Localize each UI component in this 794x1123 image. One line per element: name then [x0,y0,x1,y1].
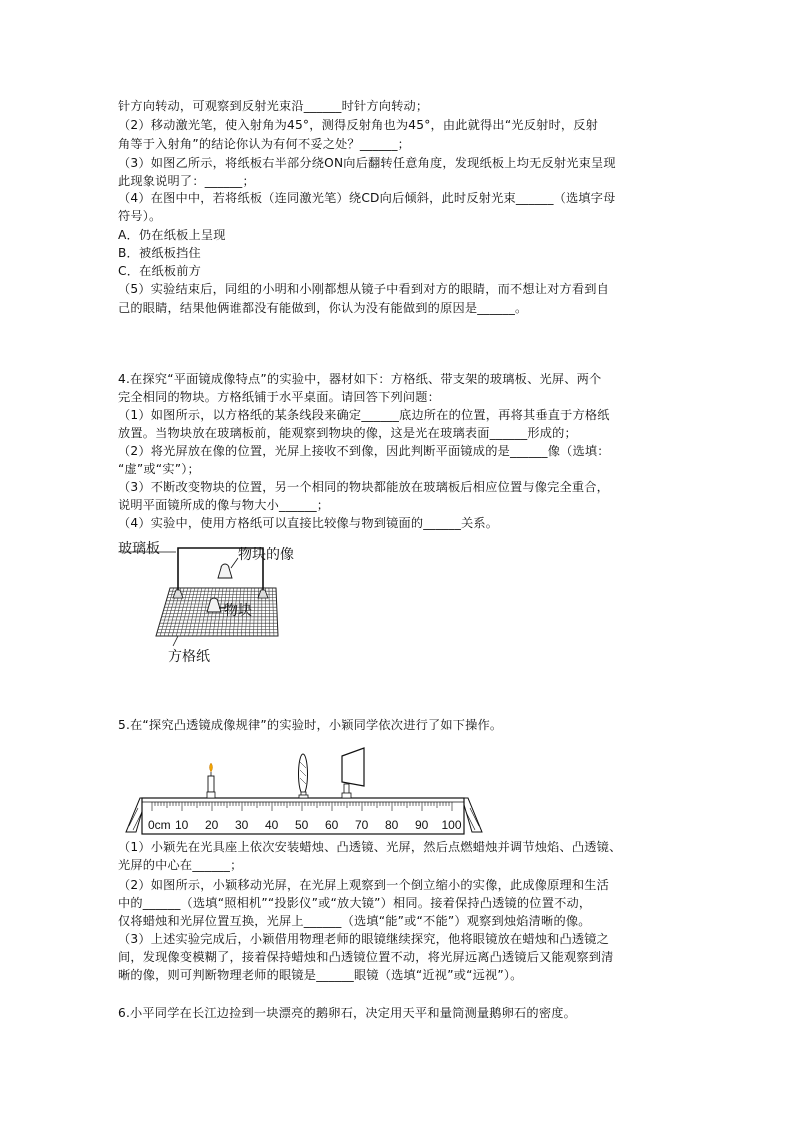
q6-text-line-1: 6.小平同学在长江边捡到一块漂亮的鹅卵石，决定用天平和量筒测量鹅卵石的密度。 [118,1006,576,1020]
q4-text-line-8: 说明平面镜所成的像与物大小______； [118,498,330,512]
q4-text-line-3: （1）如图所示，以方格纸的某条线段来确定______底边所在的位置，再将其垂直于方格纸 [118,408,610,422]
q5-text-line-5: 中的______（选填“照相机”“投影仪”或“放大镜”）相同。接着保持凸透镜的位置不动， [118,896,592,910]
q3-option-b: B．被纸板挡住 [118,246,201,260]
ruler-tick-label: 40 [265,818,279,832]
q4-text-line-4: 放置。当物块放在玻璃板前，能观察到物块的像，这是光在玻璃表面______形成的； [118,426,577,440]
label-glass-plate: 玻璃板 [118,541,160,557]
q4-text-line-9: （4）实验中，使用方格纸可以直接比较像与物到镜面的______关系。 [118,516,499,530]
ruler-tick-label: 90 [415,818,429,832]
q5-text-line-4: （2）如图所示，小颖移动光屏，在光屏上观察到一个倒立缩小的实像，此成像原理和生活 [118,878,610,892]
ruler-tick-label: 20 [205,818,219,832]
q4-text-line-5: （2）将光屏放在像的位置，光屏上接收不到像，因此判断平面镜成的是______像（选填： [118,444,610,458]
label-block: 物块 [224,603,252,619]
q3-text-line-4: （3）如图乙所示，将纸板右半部分绕ON向后翻转任意角度，发现纸板上均无反射光束呈现 [118,156,616,170]
q3-text-line-2: （2）移动激光笔，使入射角为45°，测得反射角也为45°，由此就得出“光反射时，反射 [118,118,599,132]
q5-text-line-3: 光屏的中心在______； [118,858,243,872]
q3-text-line-1: 针方向转动，可观察到反射光束沿______时针方向转动； [118,99,429,113]
ruler-tick-label: 60 [325,818,339,832]
ruler-tick-label: 70 [355,818,369,832]
ruler-tick-label: 10 [175,818,189,832]
q4-text-line-6: “虚”或“实”）； [118,462,200,476]
q5-text-line-6: 仅将蜡烛和光屏位置互换，光屏上______（选填“能”或“不能”）观察到烛焰清晰的像。 [118,914,591,928]
ruler-tick-label: 50 [295,818,309,832]
label-grid-paper: 方格纸 [168,649,210,665]
optical-bench-figure [124,746,486,838]
q4-text-line-7: （3）不断改变物块的位置，另一个相同的物块都能放在玻璃板后相应位置与像完全重合， [118,480,610,494]
plane-mirror-figure [118,538,328,666]
q4-text-line-2: 完全相同的物块。方格纸铺于水平桌面。请回答下列问题： [118,390,441,404]
label-image-of-block: 物块的像 [238,547,294,563]
q5-text-line-7: （3）上述实验完成后，小颖借用物理老师的眼镜继续探究，他将眼镜放在蜡烛和凸透镜之 [118,932,610,946]
q5-text-line-1: 5.在“探究凸透镜成像规律”的实验时，小颖同学依次进行了如下操作。 [118,718,503,732]
q3-text-line-3: 角等于入射角”的结论你认为有何不妥之处？______； [118,137,411,151]
q3-option-c: C．在纸板前方 [118,264,202,278]
q5-text-line-8: 间，发现像变模糊了，接着保持蜡烛和凸透镜位置不动，将光屏远离凸透镜后又能观察到清 [118,950,614,964]
q4-text-line-1: 4.在探究“平面镜成像特点”的实验中，器材如下：方格纸、带支架的玻璃板、光屏、两个 [118,372,602,386]
q3-text-line-9: 己的眼睛，结果他俩谁都没有能做到，你认为没有能做到的原因是______。 [118,301,528,315]
q3-text-line-5: 此现象说明了：______； [118,174,255,188]
q3-text-line-6: （4）在图中中，若将纸板（连同激光笔）绕CD向后倾斜，此时反射光束______（选填字母 [118,191,616,205]
ruler-tick-label: 0cm [148,818,171,832]
q3-option-a: A．仍在纸板上呈现 [118,228,226,242]
q3-text-line-8: （5）实验结束后，同组的小明和小刚都想从镜子中看到对方的眼睛，而不想让对方看到自 [118,282,610,296]
ruler-tick-label: 100 [441,818,462,832]
q5-text-line-2: （1）小颖先在光具座上依次安装蜡烛、凸透镜、光屏，然后点燃蜡烛并调节烛焰、凸透镜、 [118,840,622,854]
ruler-tick-label: 80 [385,818,399,832]
ruler-tick-label: 30 [235,818,249,832]
q3-text-line-7: 符号）。 [118,209,162,223]
q5-text-line-9: 晰的像，则可判断物理老师的眼镜是______眼镜（选填“近视”或“远视”）。 [118,968,523,982]
